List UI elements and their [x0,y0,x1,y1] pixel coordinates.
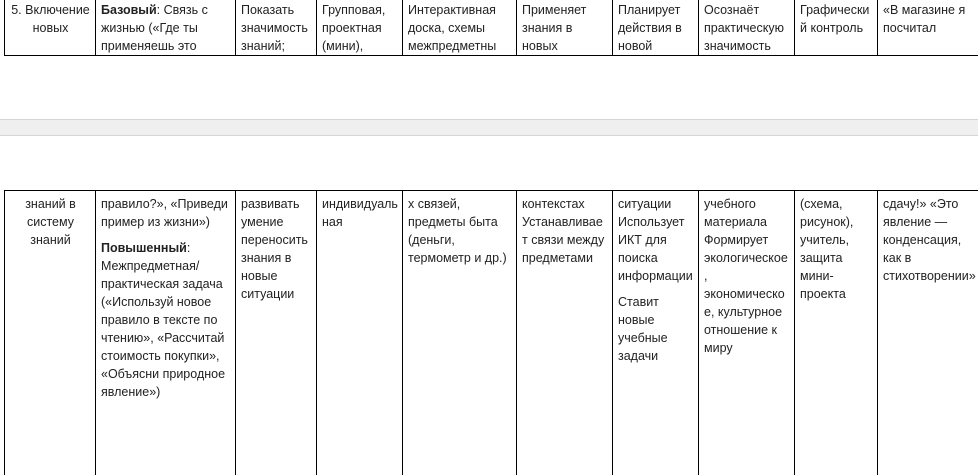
table-row [5,191,978,475]
cell-tasks [96,191,236,475]
cell-tasks-advanced-text: : Межпредметная/практическая задача («Используй новое правило в тексте по чтению», «Рассчитай стоимость покупки», «Объясни природное явление») [101,241,225,399]
cell-tasks-text: : Связь с жизнью («Где ты применяешь это [101,3,208,53]
cell-meta-results-b: Ставит новые учебные задачи [618,293,694,365]
cell-control: (схема, рисунок), учитель, защита мини-проекта [795,191,878,475]
cell-stage: 5. Включение новых [5,0,96,56]
cell-work-form: индивидуальная [317,191,403,475]
cell-subject-results: Применяет знания в новых [517,0,613,56]
cell-tasks [96,0,236,56]
cell-personal-results: учебного материала Формирует экологическое, экономическое, культурное отношение к миру [699,191,795,475]
level-advanced-label: Повышенный [101,241,187,255]
cell-control: Графический контроль [795,0,878,56]
cell-goal: развивать умение переносить знания в новые ситуации [236,191,317,475]
cell-example: «В магазине я посчитал [878,0,978,56]
cell-resources: Интерактивная доска, схемы межпредметны [403,0,517,56]
page-break [0,119,978,136]
table-row [5,0,978,56]
cell-goal: Показать значимость знаний; [236,0,317,56]
cell-meta-results-a: ситуации Использует ИКТ для поиска информации [618,195,694,285]
cell-example: сдачу!» «Это явление — конденсация, как в стихотворении» [878,191,978,475]
table-fragment-top [4,0,978,56]
cell-resources: х связей, предметы быта (деньги, термометр и др.) [403,191,517,475]
cell-tasks-advanced [101,239,231,401]
cell-meta-results: Планирует действия в новой [613,0,699,56]
cell-tasks-basic: правило?», «Приведи пример из жизни») [101,195,231,231]
cell-subject-results: контекстах Устанавливает связи между предметами [517,191,613,475]
cell-meta-results [613,191,699,475]
cell-stage: знаний в систему знаний [5,191,96,475]
cell-personal-results: Осознаёт практическую значимость [699,0,795,56]
cell-work-form: Групповая, проектная (мини), [317,0,403,56]
table-fragment-bottom [4,190,978,475]
level-basic-label: Базовый [101,3,157,17]
